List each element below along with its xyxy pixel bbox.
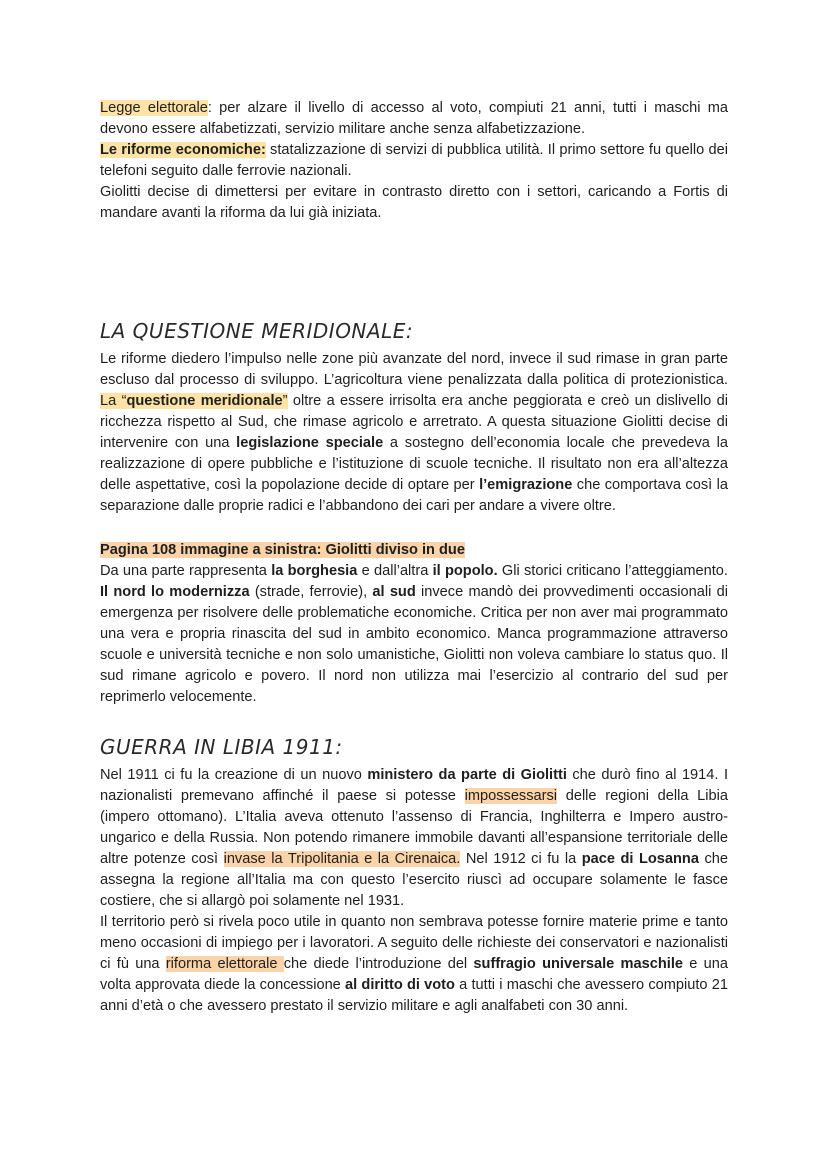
questione-meridionale-section [100, 349, 728, 517]
ministero-giolitti-bold: ministero da parte di Giolitti [367, 767, 567, 783]
qm-text-3: a sostegno dell’economia locale che prevedeva la realizzazione di opere pubbliche e l’istituzione di scuole tecniche. Il risultato non era all’altezza delle aspettative, così la popolazione decide di optare per [100, 435, 728, 493]
gd-text-5: invece mandò dei provvedimenti occasionali di emergenza per risolvere delle problematiche economiche. Critica per non aver mai programmato una vera e propria rinascita del sud in ambito economico. Manca programmazione attraverso scuole e università tecniche e non solo umanistiche, Giolitti non voleva cambiare lo status quo. Il sud rimane agricolo e povero. Il nord non utilizza mai l’esercizio al contrario del sud per reprimerlo velocemente. [100, 584, 728, 705]
intro-section [100, 98, 728, 224]
giolitti-diviso-paragraph [100, 561, 728, 708]
legge-elettorale-paragraph [100, 98, 728, 140]
questione-meridionale-heading: LA QUESTIONE MERIDIONALE: [100, 319, 414, 343]
gl2-text-3: e una volta approvata diede la concessione [100, 956, 728, 993]
diritto-voto-bold: al diritto di voto [345, 977, 455, 993]
gl-text-1: Nel 1911 ci fu la creazione di un nuovo [100, 767, 368, 783]
qm-text-1: Le riforme diedero l’impulso nelle zone più avanzate del nord, invece il sud rimase in gran parte escluso dal processo di sviluppo. L’agricoltura viene penalizzata dalla politica di protezionistica. [100, 351, 728, 388]
giolitti-diviso-section [100, 540, 728, 708]
pagina-108-label-line [100, 540, 728, 561]
gl-text-3: delle regioni della Libia (impero ottomano). L’Italia aveva ottenuto l’assenso di Francia, Inghilterra e Impero austro-ungarico e della Russia. Non potendo rimanere immobile davanti all’espansione territoriale delle altre potenze così [100, 788, 729, 867]
giolitti-dimissioni-paragraph: Giolitti decise di dimettersi per evitare in contrasto diretto con i settori, caricando a Fortis di mandare avanti la riforma da lui già iniziata. [100, 184, 728, 221]
riforme-economiche-text: statalizzazione di servizi di pubblica utilità. Il primo settore fu quello dei telefoni seguito dalle ferrovie nazionali. [100, 142, 728, 179]
guerra-libia-paragraph-1 [100, 765, 728, 912]
gd-text-4: (strade, ferrovie), [249, 584, 373, 600]
nord-modernizza-bold: Il nord lo modernizza [100, 584, 250, 600]
questione-meridionale-paragraph [100, 349, 728, 517]
legge-elettorale-highlight: Legge elettorale [100, 100, 208, 116]
pagina-108-label: Pagina 108 immagine a sinistra: Giolitti diviso in due [100, 542, 465, 558]
guerra-libia-heading: GUERRA IN LIBIA 1911: [100, 735, 343, 759]
gl-text-4: Nel 1912 ci fu la [460, 851, 582, 867]
riforma-elettorale-highlight: riforma elettorale [165, 956, 284, 972]
gl-text-2: che durò fino al 1914. I nazionalisti premevano affinché il paese si potesse [100, 767, 729, 804]
legge-elettorale-text: : per alzare il livello di accesso al voto, compiuti 21 anni, tutti i maschi ma devono essere alfabetizzati, servizio militare anche senza alfabetizzazione. [100, 100, 728, 137]
gd-text-2: e dall’altra [357, 563, 433, 579]
al-sud-bold: al sud [372, 584, 416, 600]
riforme-economiche-paragraph [100, 140, 728, 182]
impossessarsi-highlight: impossessarsi [464, 788, 558, 804]
gl2-text-2: che diede l’introduzione del [283, 956, 474, 972]
qm-text-2: oltre a essere irrisolta era anche peggiorata e creò un dislivello di ricchezza rispetto al Sud, che rimase agricolo e arretrato. A questa situazione Giolitti decise di intervenire con una [100, 393, 729, 451]
emigrazione-bold: l’emigrazione [479, 477, 573, 493]
guerra-libia-section [100, 765, 728, 1017]
questione-meridionale-highlight [100, 393, 288, 409]
pace-losanna-bold: pace di Losanna [581, 851, 699, 867]
borghesia-bold: la borghesia [271, 563, 358, 579]
popolo-bold: il popolo. [432, 563, 498, 579]
gl2-text-4: a tutti i maschi che avessero compiuto 21 anni d’età o che avessero prestato il servizio militare e agli analfabeti con 30 anni. [100, 977, 728, 1014]
gd-text-1: Da una parte rappresenta [100, 563, 272, 579]
suffragio-universale-bold: suffragio universale maschile [473, 956, 684, 972]
gl2-text-1: Il territorio però si rivela poco utile in quanto non sembrava potesse fornire materie prime e tanto meno occasioni di impiego per i lavoratori. A seguito delle richieste dei conservatori e nazionalisti ci fù una [100, 914, 728, 972]
tripolitania-highlight: invase la Tripolitania e la Cirenaica. [223, 851, 461, 867]
guerra-libia-paragraph-2 [100, 912, 728, 1017]
qm-bold-term: questione meridionale [126, 393, 283, 409]
gd-text-3: Gli storici criticano l’atteggiamento. [497, 563, 728, 579]
riforme-economiche-highlight: Le riforme economiche: [100, 142, 266, 158]
qm-text-4: che comportava così la separazione dalle proprie radici e l’abbandono dei cari per andare a vivere oltre. [100, 477, 728, 514]
qm-quote-close: ” [282, 393, 288, 409]
legislazione-speciale-bold: legislazione speciale [236, 435, 384, 451]
qm-quote-open: La “ [100, 393, 127, 409]
gl-text-5: che assegna la regione all’Italia ma con questo l’esercito riuscì ad occupare solamente le fasce costiere, che si allargò poi solamente nel 1931. [100, 851, 728, 909]
